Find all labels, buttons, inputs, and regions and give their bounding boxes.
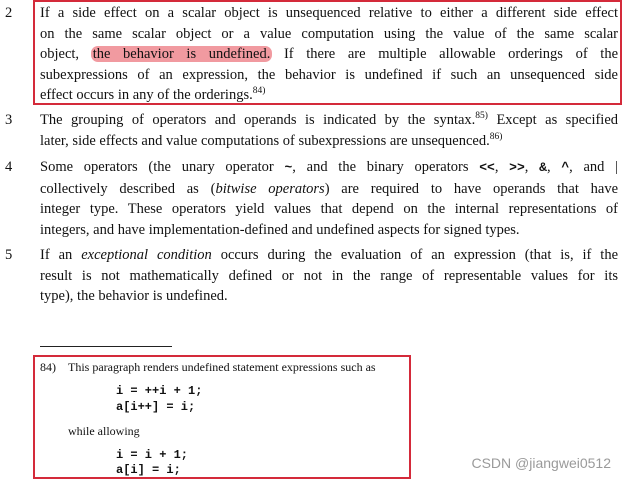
text-line	[40, 110, 618, 131]
text-fragment: If there are multiple allowable orderings of the	[283, 46, 619, 62]
operator-or: |	[615, 159, 619, 175]
text-fragment: collectively described as	[40, 180, 199, 197]
text-line: If a side effect on a scalar object is unsequenced relative to either a different side effect	[40, 5, 618, 21]
text-line: type), the behavior is undefined.	[40, 288, 228, 304]
footnote-ref: 85)	[475, 111, 488, 121]
text-line: integers, and have implementation-defined and undefined aspects for signed types.	[40, 221, 520, 238]
text-line	[40, 245, 618, 266]
footnote-number: 84)	[40, 360, 56, 374]
text-fragment: object,	[40, 46, 80, 62]
code-line: a[i++] = i;	[116, 400, 196, 414]
text-fragment: If an	[40, 247, 73, 263]
highlighted-phrase: the behavior is undefined.	[92, 46, 271, 62]
paragraph-2-outline	[33, 0, 622, 105]
text-fragment: later, side effects and value computations of subexpressions are unsequenced.	[40, 132, 490, 149]
text-line: subexpressions of an expression, the behavior is undefined if such an unsequenced side	[40, 66, 618, 83]
footnote-text: This paragraph renders undefined statement expressions such as	[68, 360, 376, 374]
operator-tilde: ~	[284, 160, 293, 175]
text-fragment: , and the binary operators	[292, 159, 469, 175]
emphasis: bitwise operators	[215, 180, 325, 197]
emphasis: exceptional condition	[81, 247, 212, 263]
text-fragment	[40, 112, 488, 128]
paragraph-number: 4	[5, 159, 13, 175]
text-fragment: (bitwise operators	[210, 180, 325, 197]
footnote-ref: 86)	[489, 131, 503, 142]
text-line: Some operators (the unary operator ~, and the binary operators <<, >>, &, ^, and |	[40, 159, 619, 175]
operator-shift-right: >>	[509, 160, 525, 175]
code-line: i = ++i + 1;	[116, 384, 203, 398]
text-fragment: The grouping of operators and operands is indicated by the syntax.	[40, 112, 476, 128]
text-fragment: effect occurs in any of the orderings.	[40, 87, 253, 103]
code-line: a[i] = i;	[116, 463, 181, 477]
text-line	[40, 179, 618, 200]
operator-shift-left: <<	[479, 160, 495, 175]
paragraph-number: 2	[5, 5, 13, 21]
footnote-rule	[40, 346, 172, 347]
watermark: CSDN @jiangwei0512	[471, 455, 611, 471]
paragraph-text	[40, 245, 618, 307]
operator-xor: ^	[561, 160, 570, 175]
text-fragment: occurs during the evaluation of an expression (that is, if the	[220, 247, 619, 263]
text-fragment: Except as specified	[496, 112, 619, 128]
text-line: result is not mathematically defined or not in the range of representable values for its	[40, 267, 618, 284]
paragraph-number: 3	[5, 112, 13, 128]
text-line	[40, 131, 618, 152]
code-line: i = i + 1;	[116, 448, 189, 462]
paragraph-number: 5	[5, 247, 13, 263]
footnote-allowing: while allowing	[68, 424, 140, 438]
text-fragment: , and	[569, 159, 605, 175]
paragraph-text	[40, 110, 618, 151]
text-fragment: Some operators (the unary operator	[40, 159, 274, 175]
text-line: on the same scalar object or a value computation using the value of the same scalar	[40, 25, 618, 42]
text-line: integer type. These operators yield values that depend on the internal representations of	[40, 201, 618, 217]
operator-and: &	[539, 160, 547, 175]
footnote-ref: 84)	[252, 86, 266, 96]
text-fragment: ) are required to have operands that have	[324, 180, 619, 197]
paragraph-text	[40, 157, 618, 240]
